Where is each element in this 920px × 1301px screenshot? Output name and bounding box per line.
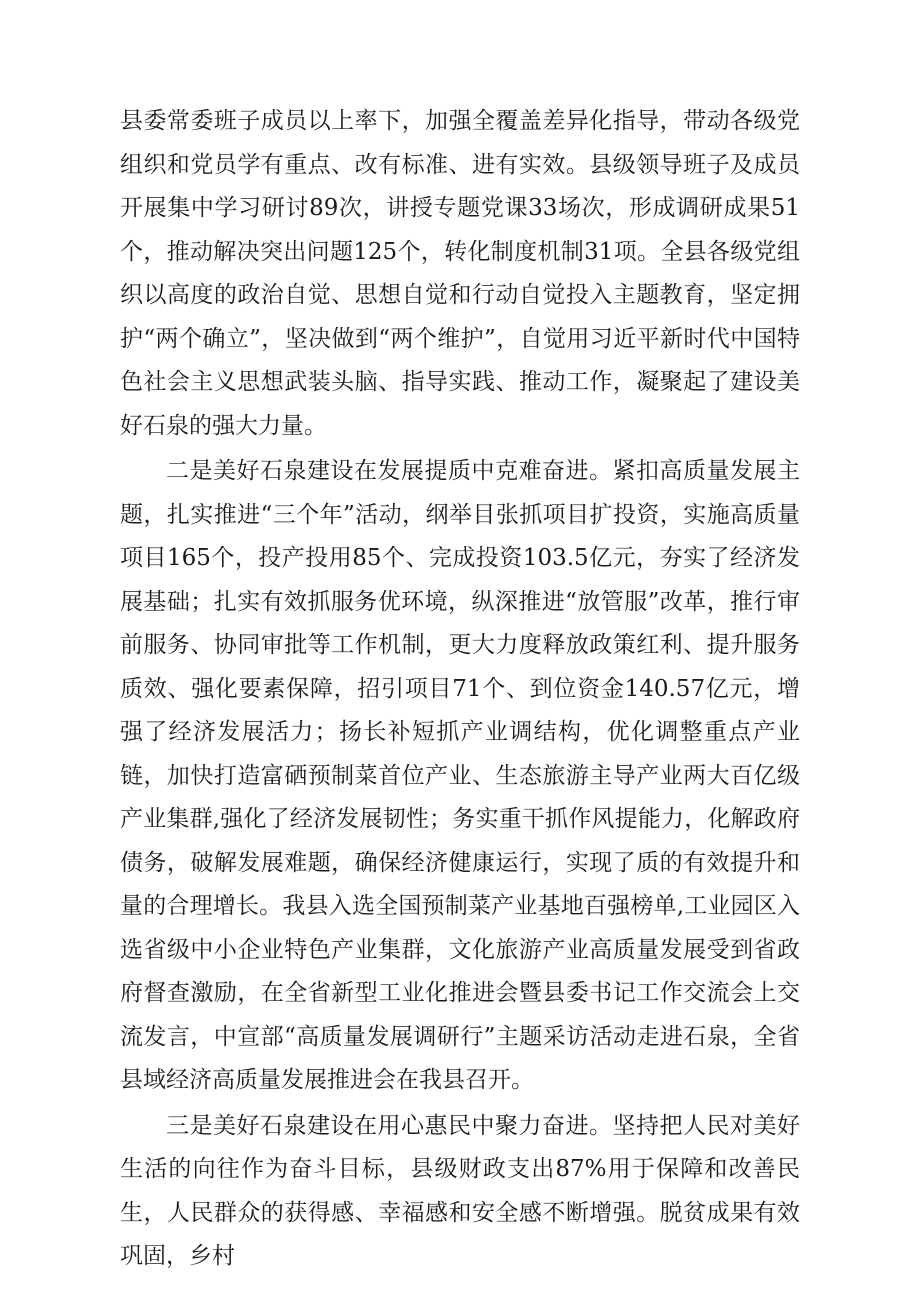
- paragraph-2: 二是美好石泉建设在发展提质中克难奋进。紧扣高质量发展主题，扎实推进“三个年”活动，纲举目张抓项目扩投资，实施高质量项目165个，投产投用85个、完成投资103.5亿元，夯实了经济发展基础；扎实有效抓服务优环境，纵深推进“放管服”改革，推行审前服务、协同审批等工作机制，更大力度释放政策红利、提升服务质效、强化要素保障，招引项目71个、到位资金140.57亿元，增强了经济发展活力；扬长补短抓产业调结构，优化调整重点产业链，加快打造富硒预制菜首位产业、生态旅游主导产业两大百亿级产业集群,强化了经济发展韧性；务实重干抓作风提能力，化解政府债务，破解发展难题，确保经济健康运行，实现了质的有效提升和量的合理增长。我县入选全国预制菜产业基地百强榜单,工业园区入选省级中小企业特色产业集群，文化旅游产业高质量发展受到省政府督查激励，在全省新型工业化推进会暨县委书记工作交流会上交流发言，中宣部“高质量发展调研行”主题采访活动走进石泉，全省县域经济高质量发展推进会在我县召开。: [120, 458, 800, 1093]
- body-text: [120, 100, 800, 1281]
- paragraph-3: 三是美好石泉建设在用心惠民中聚力奋进。坚持把人民对美好生活的向往作为奋斗目标，县级财政支出87%用于保障和改善民生，人民群众的获得感、幸福感和安全感不断增强。脱贫成果有效巩固，乡村: [120, 1112, 800, 1269]
- paragraph-1: 县委常委班子成员以上率下，加强全覆盖差异化指导，带动各级党组织和党员学有重点、改有标准、进有实效。县级领导班子及成员开展集中学习研讨89次，讲授专题党课33场次，形成调研成果51个，推动解决突出问题125个，转化制度机制31项。全县各级党组织以高度的政治自觉、思想自觉和行动自觉投入主题教育，坚定拥护“两个确立”，坚决做到“两个维护”，自觉用习近平新时代中国特色社会主义思想武装头脑、指导实践、推动工作，凝聚起了建设美好石泉的强大力量。: [120, 108, 800, 439]
